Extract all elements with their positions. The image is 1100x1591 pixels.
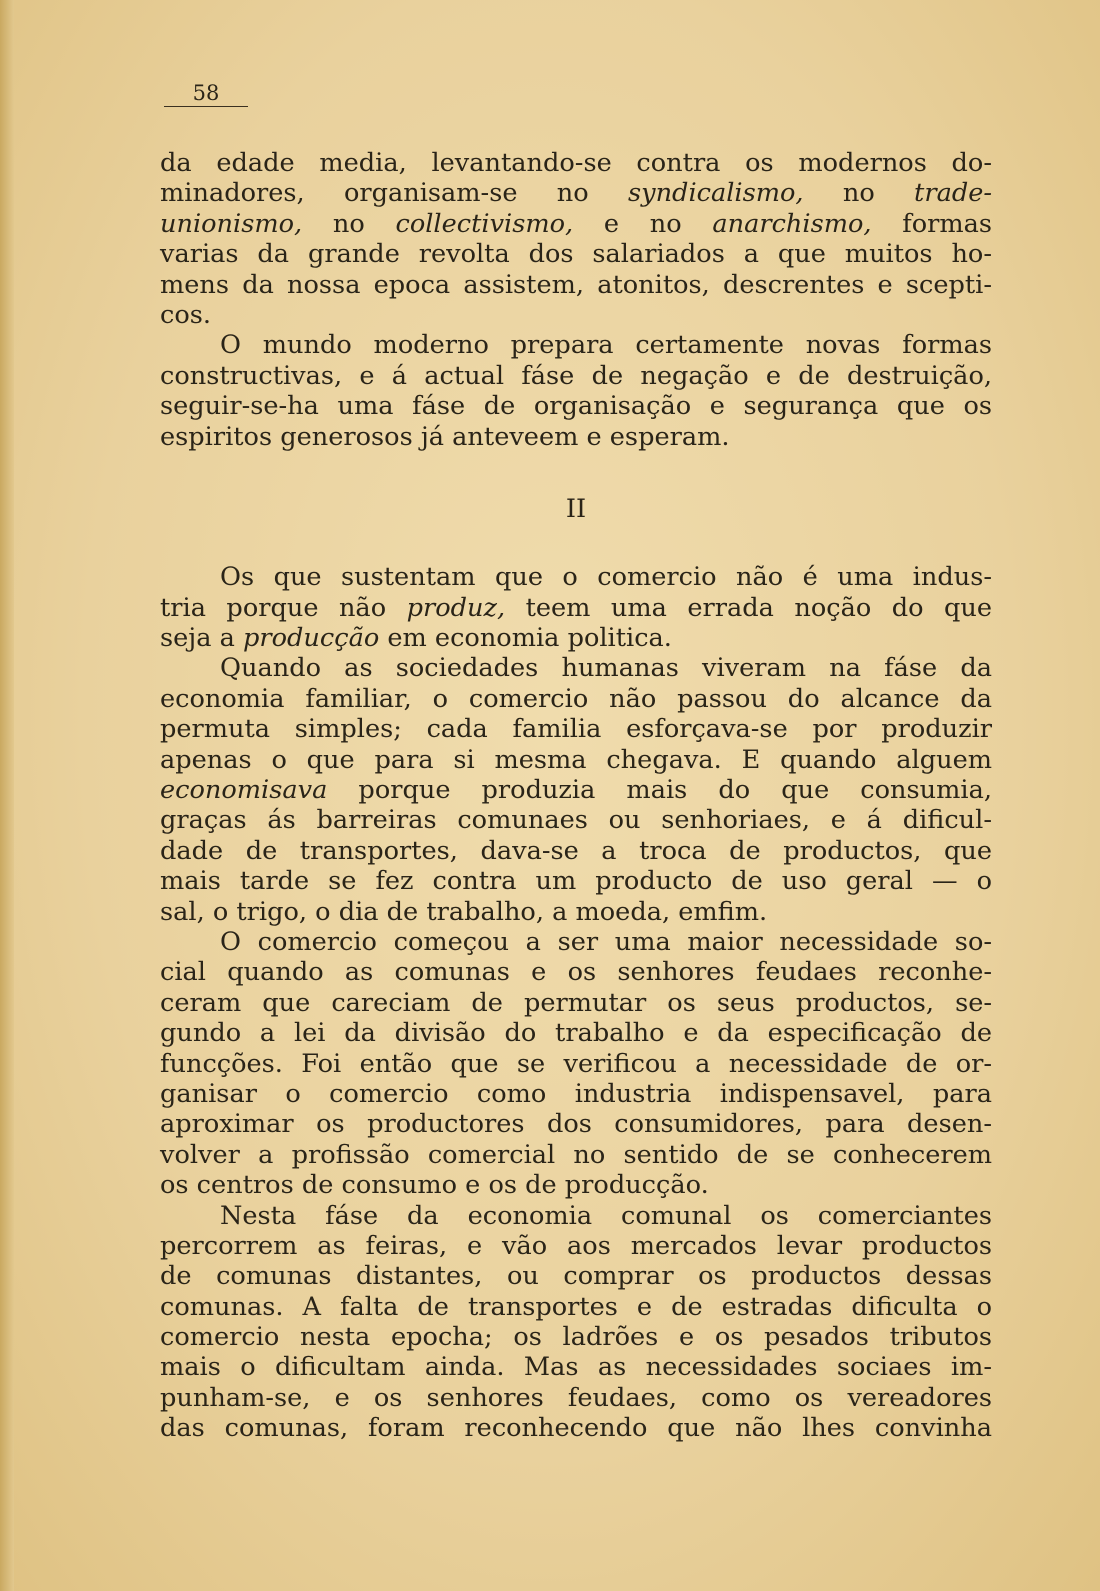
text-line: minadores, organisam-se no syndicalismo, no trade- bbox=[160, 178, 993, 209]
text-line: mais tarde se fez contra um producto de uso geral — o bbox=[160, 866, 992, 897]
text-line: constructivas, e á actual fáse de negação e de destruição, bbox=[160, 360, 992, 391]
text-line: espiritos generosos já anteveem e esperam. bbox=[160, 421, 730, 452]
text-line: Nesta fáse da economia comunal os comerciantes bbox=[220, 1200, 992, 1231]
text-line: varias da grande revolta dos salariados a que muitos ho- bbox=[160, 239, 992, 270]
text-line: permuta simples; cada familia esforçava-se por produzir bbox=[160, 714, 992, 745]
page-number: 58 bbox=[192, 81, 220, 105]
text-line: Os que sustentam que o comercio não é uma indus- bbox=[220, 562, 992, 593]
text-line: mens da nossa epoca assistem, atonitos, descrentes e scepti- bbox=[160, 269, 992, 300]
body-text bbox=[160, 148, 992, 1444]
text-line: cos. bbox=[160, 299, 212, 330]
text-line: ceram que careciam de permutar os seus productos, se- bbox=[160, 987, 992, 1018]
text-line: dade de transportes, dava-se a troca de productos, que bbox=[160, 835, 992, 866]
text-line: aproximar os productores dos consumidores, para desen- bbox=[160, 1109, 992, 1140]
text-line: seguir-se-ha uma fáse de organisação e segurança que os bbox=[160, 391, 992, 422]
section-heading: II bbox=[565, 493, 587, 524]
text-line: apenas o que para si mesma chegava. E quando alguem bbox=[160, 744, 992, 775]
text-line: os centros de consumo e os de producção. bbox=[160, 1170, 709, 1201]
text-line: ganisar o comercio como industria indispensavel, para bbox=[160, 1078, 992, 1109]
text-line: tria porque não produz, teem uma errada noção do que bbox=[160, 592, 993, 623]
text-line: economia familiar, o comercio não passou do alcance da bbox=[160, 683, 992, 714]
text-line: sal, o trigo, o dia de trabalho, a moeda, emfim. bbox=[160, 896, 768, 927]
text-line: volver a profissão comercial no sentido de se conhecerem bbox=[160, 1139, 992, 1170]
text-line: das comunas, foram reconhecendo que não lhes convinha bbox=[160, 1413, 992, 1444]
text-line: gundo a lei da divisão do trabalho e da especificação de bbox=[160, 1018, 992, 1049]
text-line: de comunas distantes, ou comprar os productos dessas bbox=[160, 1261, 992, 1292]
text-line: Quando as sociedades humanas viveram na fáse da bbox=[220, 653, 992, 684]
text-line: O comercio começou a ser uma maior necessidade so- bbox=[220, 926, 992, 957]
text-line: cial quando as comunas e os senhores feudaes reconhe- bbox=[160, 957, 992, 988]
text-line: comercio nesta epocha; os ladrões e os pesados tributos bbox=[160, 1322, 992, 1353]
text-line: percorrem as feiras, e vão aos mercados levar productos bbox=[160, 1230, 992, 1261]
text-line: comunas. A falta de transportes e de estradas dificulta o bbox=[160, 1291, 992, 1322]
page-number-rule bbox=[164, 80, 248, 107]
text-line: economisava porque produzia mais do que consumia, bbox=[160, 775, 992, 806]
text-line: funcções. Foi então que se verificou a necessidade de or- bbox=[160, 1048, 992, 1079]
text-line: seja a producção em economia politica. bbox=[160, 623, 672, 654]
text-line: da edade media, levantando-se contra os modernos do- bbox=[160, 148, 992, 178]
text-line: punham-se, e os senhores feudaes, como os vereadores bbox=[160, 1382, 992, 1413]
text-line: unionismo, no collectivismo, e no anarchismo, formas bbox=[160, 208, 992, 239]
text-line: O mundo moderno prepara certamente novas formas bbox=[220, 330, 992, 361]
text-line: graças ás barreiras comunaes ou senhoriaes, e á dificul- bbox=[160, 805, 992, 836]
text-line: mais o dificultam ainda. Mas as necessidades sociaes im- bbox=[160, 1352, 992, 1383]
